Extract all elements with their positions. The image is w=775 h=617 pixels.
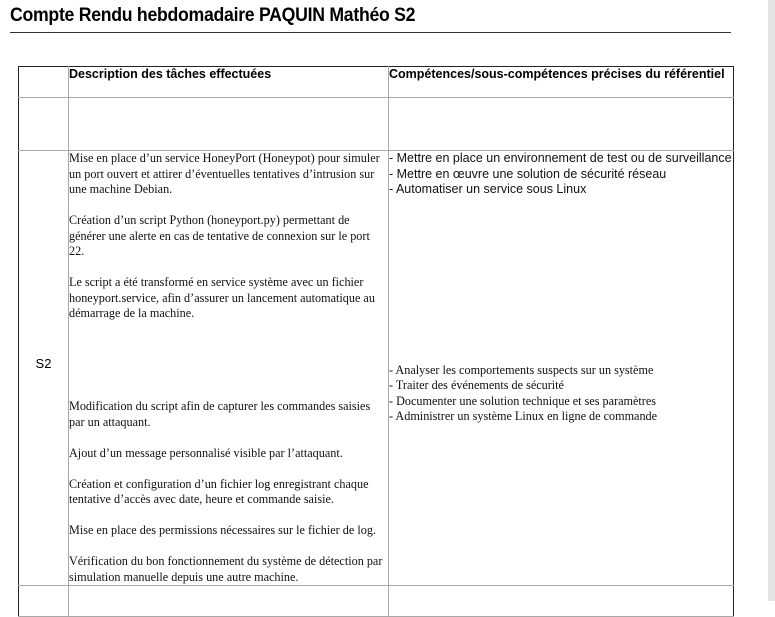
competence-item: - Analyser les comportements suspects sur un système [389, 362, 654, 377]
vertical-scrollbar[interactable] [768, 0, 775, 601]
cell-week-empty [19, 98, 69, 151]
cell-week-label [19, 151, 69, 586]
task-item: Mise en place des permissions nécessaires sur le fichier de log. [69, 523, 376, 537]
competence-item: - Documenter une solution technique et ses paramètres [389, 393, 657, 408]
competence-item: - Traiter des événements de sécurité [389, 378, 564, 392]
title-underline [10, 32, 731, 33]
cell-week-next [19, 586, 69, 617]
weekly-report-table [18, 66, 734, 617]
table-row-next [19, 586, 734, 617]
task-item: Le script a été transformé en service système avec un fichier honeyport.service, afin d’assurer un lancement automatique au démarrage de la machine. [69, 275, 375, 320]
cell-description-next [69, 586, 389, 617]
header-competences: Compétences/sous-compétences précises du référentiel [389, 67, 734, 98]
competences-block-2 [389, 363, 733, 425]
task-item: Ajout d’un message personnalisé visible par l’attaquant. [69, 445, 343, 460]
task-item: Création d’un script Python (honeyport.py) permettant de générer une alerte en cas de tentative de connexion sur le port 22. [69, 213, 370, 258]
competences-block-1 [389, 151, 733, 198]
cell-competences-empty [389, 98, 734, 151]
task-item: Modification du script afin de capturer les commandes saisies par un attaquant. [69, 399, 371, 429]
spacer [69, 337, 388, 399]
task-item: Mise en place d’un service HoneyPort (Honeypot) pour simuler un port ouvert et attirer d’éventuelles tentatives d’intrusion sur une machine Debian. [69, 151, 380, 196]
table-row-s2 [19, 151, 734, 586]
document-title: Compte Rendu hebdomadaire PAQUIN Mathéo S2 [10, 5, 416, 26]
competence-item: - Mettre en place un environnement de test ou de surveillance [389, 151, 732, 165]
cell-description-empty [69, 98, 389, 151]
header-week [19, 67, 69, 98]
table-row-empty [19, 98, 734, 151]
header-description: Description des tâches effectuées [69, 67, 389, 98]
week-label: S2 [35, 355, 52, 371]
cell-description [69, 151, 389, 586]
competence-item: - Mettre en œuvre une solution de sécurité réseau [389, 166, 667, 181]
table-header-row [19, 67, 734, 98]
competence-item: - Administrer un système Linux en ligne de commande [389, 409, 658, 423]
competence-item: - Automatiser un service sous Linux [389, 182, 587, 196]
task-item: Vérification du bon fonctionnement du système de détection par simulation manuelle depuis une autre machine. [69, 554, 383, 584]
cell-competences [389, 151, 734, 586]
task-item: Création et configuration d’un fichier log enregistrant chaque tentative d’accès avec date, heure et commande saisie. [69, 476, 369, 506]
cell-competences-next [389, 586, 734, 617]
